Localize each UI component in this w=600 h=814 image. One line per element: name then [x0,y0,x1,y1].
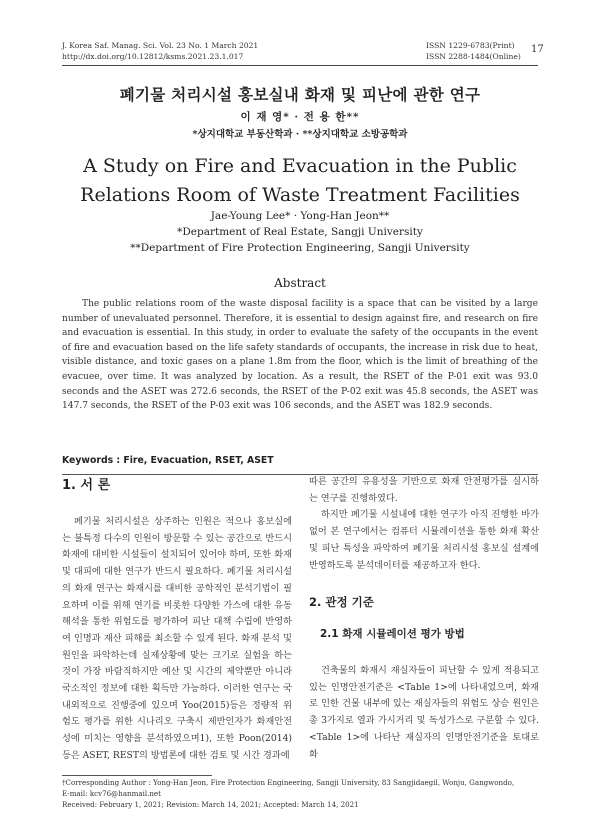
doi-link[interactable]: http://dx.doi.org/10.12812/ksms.2021.23.1.017 [62,52,244,61]
abstract-heading: Abstract [274,276,326,290]
english-affiliation-2: **Department of Fire Protection Engineering, Sangji University [130,242,470,254]
issn-print: ISSN 1229-6783(Print) [426,41,515,50]
korean-affiliations: *상지대학교 부동산학과 · **상지대학교 소방공학과 [192,129,408,140]
footnote [62,777,538,810]
issn-block [426,40,521,62]
right-paragraph-1: 따른 공간의 유용성을 기반으로 화재 안전평가를 실시하는 연구를 진행하였다. [309,476,539,504]
right-paragraph-2: 하지만 폐기물 시설내에 대한 연구가 아직 진행한 바가 없어 본 연구에서는 컴퓨터 시뮬레이션을 통한 화재 확산 및 피난 특성을 파악하여 폐기물 처리시설 홍보실 설계에 반영하도록 분석데이터를 제공하고자 한다. [309,509,539,571]
korean-authors: 이 재 영* · 전 용 한** [240,111,360,123]
english-affiliation-1: *Department of Real Estate, Sangji University [177,226,423,238]
section-2-1-body: 건축물의 화재시 재실자들이 피난할 수 있게 적용되고 있는 인명안전기준은 <Table 1>에 나타내었으며, 화재로 인한 건물 내부에 있는 재실자들의 위험도 상승 원인은 총 3가지로 열과 가시거리 및 독성가스로 구분할 수 있다. <Table 1>에 나타난 재실자의 인명안전기준을 토대로 화 [309,665,539,760]
korean-title: 폐기물 처리시설 홍보실내 화재 및 피난에 관한 연구 [119,85,481,104]
english-title: A Study on Fire and Evacuation in the Public Relations Room of Waste Treatment Facilities [80,155,520,206]
received-dates: Received: February 1, 2021; Revision: March 14, 2021; Accepted: March 14, 2021 [62,800,359,809]
footnote-divider [62,775,212,776]
issn-online: ISSN 2288-1484(Online) [426,52,521,61]
abstract-body: The public relations room of the waste disposal facility is a space that can be visited by a large number of unevaluated personnel. Therefore, it is essential to design against fire, and research on fire and evacuation is essential. In this study, in order to evaluate the safety of the occupants in the event of fire and evacuation based on the life safety standards of occupants, the increase in risk due to heat, visible distance, and toxic gases on a plane 1.8m from the floor, which is the limit of breathing of the evacuee, over time. It was analyzed by location. As a result, the RSET of the P-01 exit was 93.0 seconds and the ASET was 272.6 seconds, the RSET of the P-02 exit was 45.8 seconds, the ASET was 147.7 seconds, the RSET of the P-03 exit was 106 seconds, and the ASET was 182.9 seconds. [62,299,538,412]
keywords: Keywords : Fire, Evacuation, RSET, ASET [62,455,274,466]
english-authors: Jae-Young Lee* · Yong-Han Jeon** [210,210,390,222]
journal-header [62,40,258,62]
journal-citation: J. Korea Saf. Manag. Sci. Vol. 23 No. 1 March 2021 [62,41,259,50]
page-number: 17 [531,44,544,55]
right-column-intro [309,474,539,574]
author-email[interactable]: E-mail: kcv76@hanmail.net [62,789,161,798]
corresponding-author: †Corresponding Author : Yong-Han Jeon, Fire Protection Engineering, Sangji University, 83 Sangjidaegil, Wonju, Gangwondo, [62,778,515,787]
section-2-heading: 2. 관정 기준 [309,595,374,609]
header-divider [62,65,538,66]
section-1-heading: 1. 서 론 [62,478,111,493]
section-2-1-heading: 2.1 화재 시뮬레이션 평가 방법 [320,628,465,640]
section-1-body: 폐기물 처리시설은 상주하는 인원은 적으나 홍보실에는 불특정 다수의 인원이 방문할 수 있는 공간으로 반드시 화재에 대비한 시설들이 설치되어 있어야 하며, 또한 화재 및 대피에 대한 연구가 반드시 필요하다. 폐기물 처리시설의 화재 연구는 화재시를 대비한 공학적인 분석기법이 필요하며 이를 위해 연기를 비롯한 다양한 가스에 대한 유동해석을 통한 위험도를 평가하여 피난 대책 수립에 반영하여 인명과 재산 피해를 최소할 수 있게 된다. 화재 분석 및 원인을 파악하는데 실제상황에 맞는 크기로 실험을 하는 것이 가장 바람직하지만 예산 및 시간의 제약뿐만 아니라 국소적인 정보에 대한 획득만 가능하다. 이러한 연구는 국내외적으로 진행중에 있으며 Yoo(2015)등은 정량적 위험도 평가를 위한 시나리오 구축시 제반인자가 화재안전성에 미치는 영향을 분석하였으며1), 또한 Poon(2014)등은 ASET, REST의 방법론에 대한 검토 및 시간 경과에 [62,516,292,761]
